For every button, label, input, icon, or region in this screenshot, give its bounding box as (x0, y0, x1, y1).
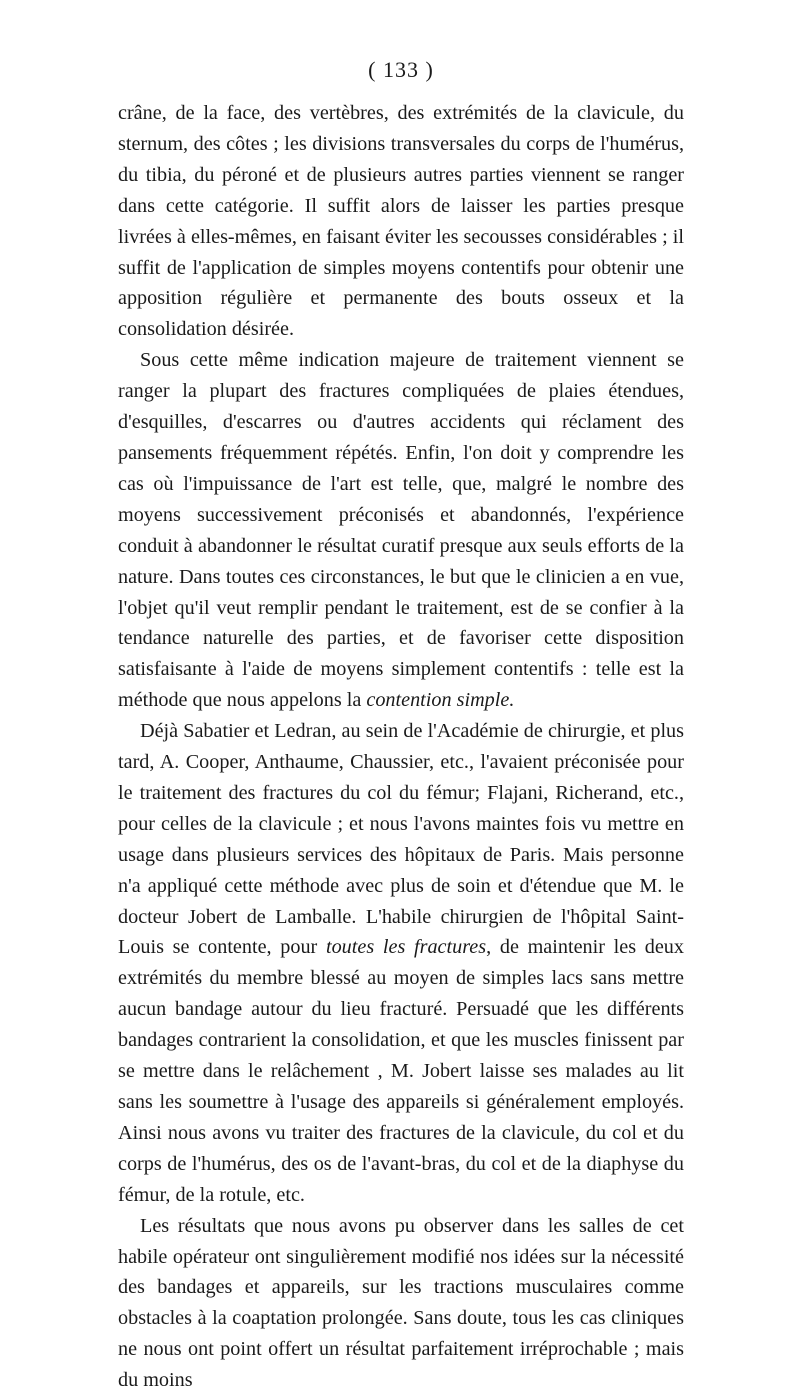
paragraph-text: Sous cette même indication majeure de traitement viennent se ranger la plupart des fractures compliquées de plaies étendues, d'esquilles, d'escarres ou d'autres accidents qui réclament des pansements fréquemment répétés. Enfin, l'on doit y comprendre les cas où l'impuissance de l'art est telle, que, malgré le nombre des moyens successivement préconisés et abandonnés, l'expérience conduit à abandonner le résultat curatif presque aux seuls efforts de la nature. Dans toutes ces circonstances, le but que le clinicien a en vue, l'objet qu'il veut remplir pendant le traitement, est de se confier à la tendance naturelle des parties, et de favoriser cette disposition satisfaisante à l'aide de moyens simplement contentifs : telle est la méthode que nous appelons la (118, 349, 684, 712)
paragraph-1 (118, 98, 684, 345)
paragraph-2 (118, 345, 684, 716)
paragraph-text: Déjà Sabatier et Ledran, au sein de l'Académie de chirurgie, et plus tard, A. Cooper, Anthaume, Chaussier, etc., l'avaient préconisée pour le traitement des fractures du col du fémur; Flajani, Richerand, etc., pour celles de la clavicule ; et nous l'avons maintes fois vu mettre en usage dans plusieurs services des hôpitaux de Paris. Mais personne n'a appliqué cette méthode avec plus de soin et d'étendue que M. le docteur Jobert de Lamballe. L'habile chirurgien de l'hôpital Saint-Louis se contente, pour (118, 720, 684, 959)
paragraph-4 (118, 1211, 684, 1396)
body-text (118, 98, 684, 1396)
italic-phrase: toutes les fractures (325, 936, 487, 959)
paragraph-3 (118, 716, 684, 1211)
italic-phrase: contention simple. (366, 689, 515, 712)
paragraph-text: crâne, de la face, des vertèbres, des extrémités de la clavicule, du sternum, des côtes ; les divisions transversales du corps de l'humérus, du tibia, du péroné et de plusieurs autres parties viennent se ranger dans cette catégorie. Il suffit alors de laisser les parties presque livrées à elles-mêmes, en faisant éviter les secousses considérables ; il suffit de l'application de simples moyens contentifs pour obtenir une apposition régulière et permanente des bouts osseux et la consolidation désirée. (118, 102, 684, 341)
page-number: ( 133 ) (368, 57, 434, 82)
paragraph-text: Les résultats que nous avons pu observer dans les salles de cet habile opérateur ont singulièrement modifié nos idées sur la nécessité des bandages et appareils, sur les tractions musculaires comme obstacles à la coaptation prolongée. Sans doute, tous les cas cliniques ne nous ont point offert un résultat parfaitement irréprochable ; mais du moins (118, 1214, 684, 1392)
paragraph-text: , de maintenir les deux extrémités du membre blessé au moyen de simples lacs sans mettre aucun bandage autour du lieu fracturé. Persuadé que les différents bandages contrarient la consolidation, et que les muscles finissent par se mettre dans le relâchement , M. Jobert laisse ses malades au lit sans les soumettre à l'usage des appareils si généralement employés. Ainsi nous avons vu traiter des fractures de la clavicule, du col et du corps de l'humérus, des os de l'avant-bras, du col et de la diaphyse du fémur, de la rotule, etc. (118, 936, 684, 1206)
book-page (118, 52, 684, 1396)
